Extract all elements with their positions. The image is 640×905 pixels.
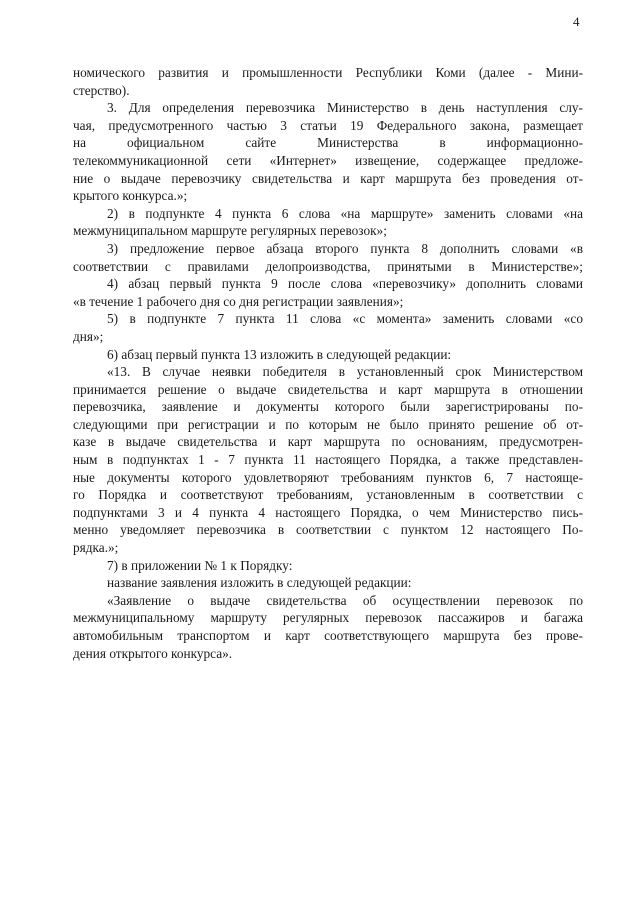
text-line: 5) в подпункте 7 пункта 11 слова «с момента» заменить словами «со	[107, 311, 583, 327]
text-line: автомобильным транспортом и карт соответствующего маршрута без прове-	[73, 628, 583, 643]
text-line: название заявления изложить в следующей редакции:	[107, 575, 412, 591]
text-line: го Порядка и соответствуют требованиям, установленным в соответствии с	[73, 487, 583, 503]
text-line: следующими при регистрации и по которым не было принято решение об от-	[73, 416, 583, 432]
text-line: 3. Для определения перевозчика Министерство в день наступления слу-	[107, 100, 583, 116]
text-line: ные документы которого удовлетворяют требованиям пунктов 6, 7 настояще-	[73, 469, 583, 485]
text-line: межмуниципальному маршруту регулярных перевозок пассажиров и багажа	[73, 610, 583, 626]
text-line: дня»;	[73, 328, 104, 344]
text-line: 2) в подпункте 4 пункта 6 слова «на маршруте» заменить словами «на	[107, 205, 583, 221]
text-line: стерство).	[73, 82, 130, 98]
text-line: рядка.»;	[73, 540, 119, 556]
text-line: телекоммуникационной сети «Интернет» извещение, содержащее предложе-	[73, 152, 583, 168]
text-line: казе в выдаче свидетельства и карт маршрута по основаниям, предусмотрен-	[73, 434, 583, 450]
text-line: «в течение 1 рабочего дня со дня регистрации заявления»;	[73, 293, 404, 309]
text-line: менно уведомляет перевозчика в соответствии с пунктом 12 настоящего По-	[73, 522, 583, 538]
text-line: 6) абзац первый пункта 13 изложить в следующей редакции:	[107, 346, 452, 362]
text-line: «Заявление о выдаче свидетельства об осуществлении перевозок по	[107, 592, 583, 608]
text-line: 4) абзац первый пункта 9 после слова «перевозчику» дополнить словами	[107, 276, 583, 292]
text-line: дения открытого конкурса».	[73, 645, 233, 661]
text-line: крытого конкурса.»;	[73, 188, 188, 204]
text-line: «13. В случае неявки победителя в установленный срок Министерством	[107, 364, 583, 380]
text-line: перевозчика, заявление и документы которого были зарегистрированы по-	[73, 399, 583, 415]
text-line: соответствии с правилами делопроизводства, принятыми в Министерстве»;	[73, 258, 583, 274]
text-line: номического развития и промышленности Республики Коми (далее - Мини-	[73, 65, 583, 80]
text-line: ным в подпунктах 1 - 7 пункта 11 настоящего Порядка, а также представлен-	[73, 452, 583, 468]
text-line: межмуниципальном маршруте регулярных перевозок»;	[73, 223, 387, 239]
text-line: 3) предложение первое абзаца второго пункта 8 дополнить словами «в	[107, 240, 583, 256]
text-line: подпунктами 3 и 4 пункта 4 настоящего Порядка, о чем Министерство пись-	[73, 504, 583, 520]
text-line: ние о выдаче перевозчику свидетельства и карт маршрута без проведения от-	[73, 170, 583, 186]
document-body	[73, 64, 583, 662]
text-line: чая, предусмотренного частью 3 статьи 19 Федерального закона, размещает	[73, 117, 583, 133]
text-line: 7) в приложении № 1 к Порядку:	[107, 557, 293, 573]
text-line: принимается решение о выдаче свидетельства и карт маршрута в отношении	[73, 381, 583, 397]
text-line: на официальном сайте Министерства в информационно-	[73, 135, 583, 151]
page-number: 4	[573, 14, 580, 29]
